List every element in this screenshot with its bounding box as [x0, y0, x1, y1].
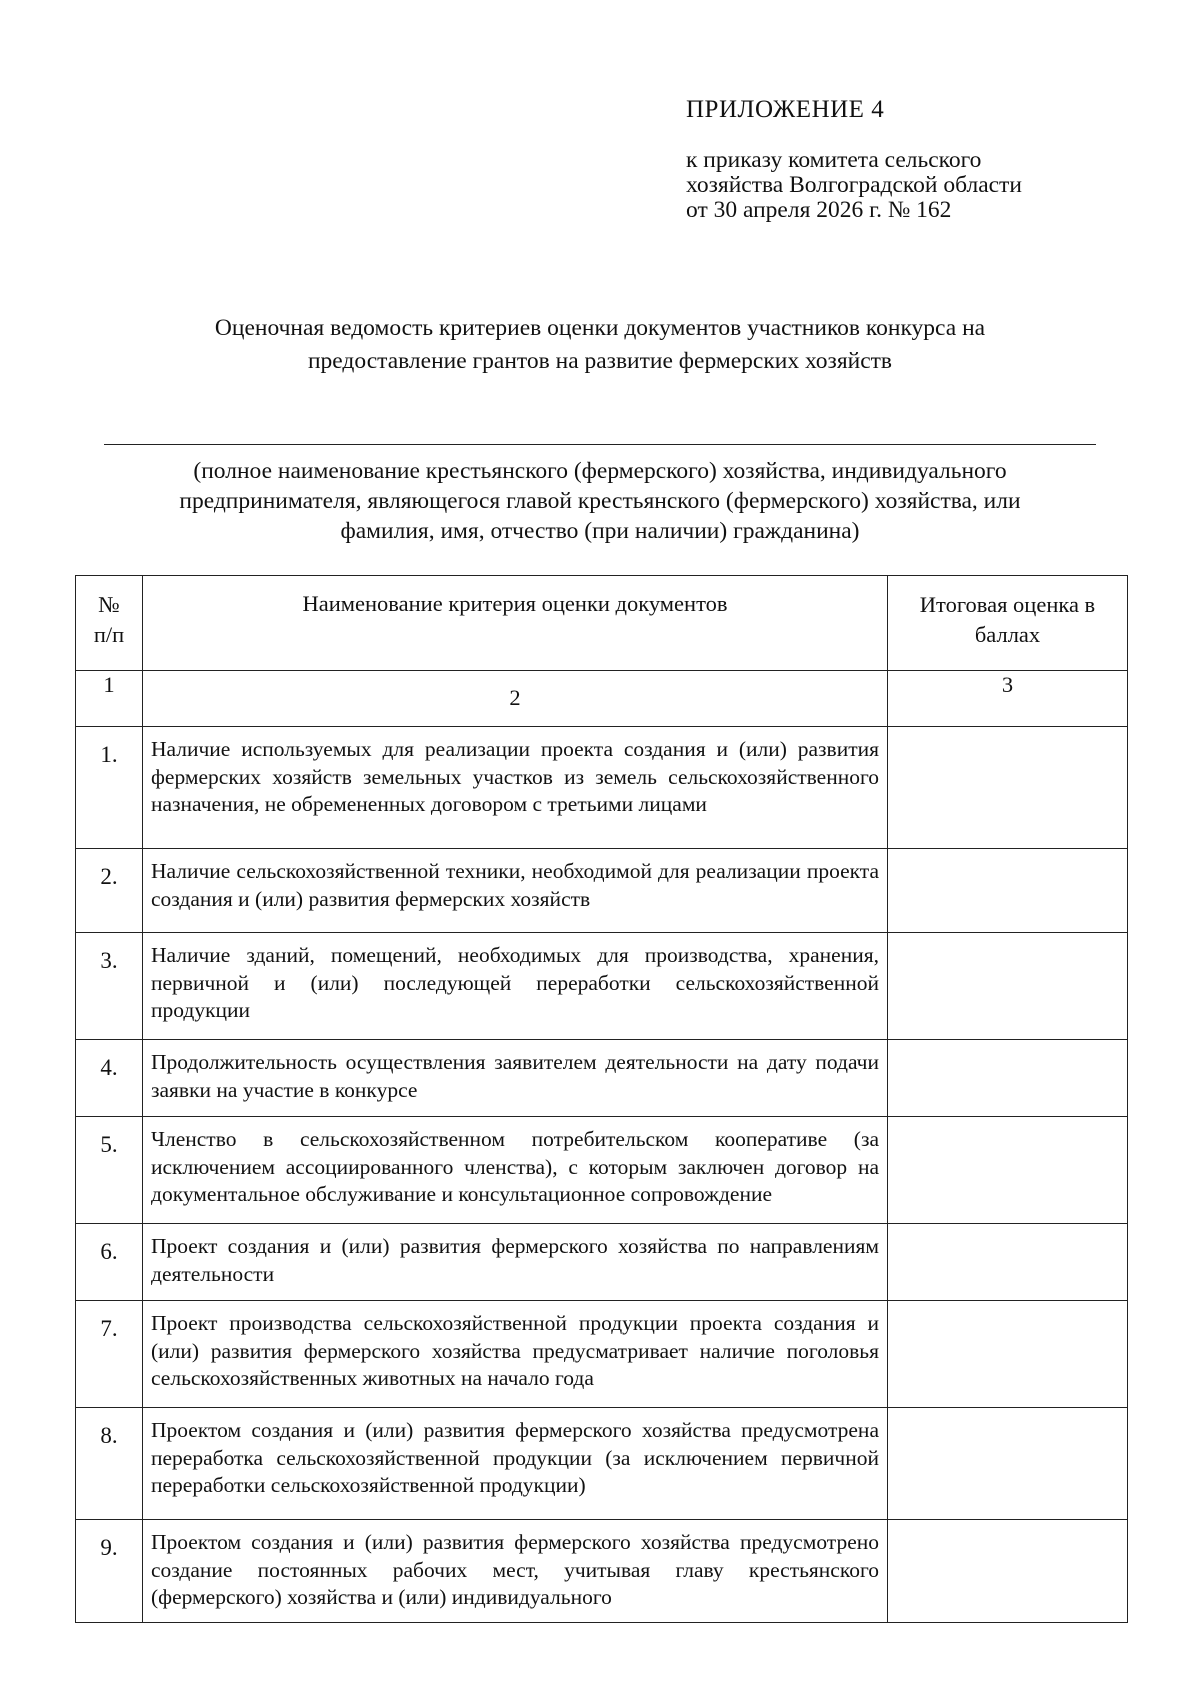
row-criterion: Проект производства сельскохозяйственной продукции проекта создания и (или) развития фермерского хозяйства предусматривает наличие поголовья сельскохозяйственных животных на начало года: [143, 1301, 888, 1408]
applicant-name-hint-line-3: фамилия, имя, отчество (при наличии) гражданина): [340, 518, 860, 544]
row-score-cell[interactable]: [888, 1408, 1128, 1520]
row-criterion: Наличие сельскохозяйственной техники, необходимой для реализации проекта создания и (или) развития фермерских хозяйств: [143, 849, 888, 933]
row-criterion: Проектом создания и (или) развития фермерского хозяйства предусмотрено создание постоянных рабочих мест, учитывая главу крестьянского (фермерского) хозяйства и (или) индивидуального: [143, 1520, 888, 1623]
document-title-line-2: предоставление грантов на развитие фермерских хозяйств: [307, 348, 893, 374]
table-header-row: [76, 576, 1128, 671]
row-number: 1.: [76, 727, 143, 849]
table-row: [76, 1520, 1128, 1623]
applicant-name-hint-line-2: предпринимателя, являющегося главой крестьянского (фермерского) хозяйства, или: [179, 488, 1021, 514]
row-number: 4.: [76, 1040, 143, 1117]
header-number: [76, 576, 143, 671]
row-criterion: Наличие зданий, помещений, необходимых для производства, хранения, первичной и (или) последующей переработки сельскохозяйственной продукции: [143, 933, 888, 1040]
row-score-cell[interactable]: [888, 1040, 1128, 1117]
row-number: 8.: [76, 1408, 143, 1520]
row-score-cell[interactable]: [888, 849, 1128, 933]
row-criterion: Членство в сельскохозяйственном потребительском кооперативе (за исключением ассоциированного членства), с которым заключен договор на документальное обслуживание и консультационное сопровождение: [143, 1117, 888, 1224]
header-score-line-2: баллах: [974, 622, 1041, 647]
appendix-line-2: хозяйства Волгоградской области: [686, 172, 1022, 198]
header-number-line-2: п/п: [93, 622, 125, 647]
table-row: [76, 1040, 1128, 1117]
row-score-cell[interactable]: [888, 1117, 1128, 1224]
appendix-block: [686, 96, 1022, 223]
row-number: 2.: [76, 849, 143, 933]
document-title: [100, 312, 1100, 378]
column-index-3: 3: [888, 671, 1128, 727]
appendix-line-3: от 30 апреля 2026 г. № 162: [686, 197, 952, 223]
document-title-line-1: Оценочная ведомость критериев оценки документов участников конкурса на: [214, 315, 986, 341]
row-score-cell[interactable]: [888, 727, 1128, 849]
table-row: [76, 727, 1128, 849]
applicant-name-hint-line-1: (полное наименование крестьянского (фермерского) хозяйства, индивидуального: [193, 458, 1007, 484]
row-number: 3.: [76, 933, 143, 1040]
applicant-name-hint: [100, 456, 1100, 546]
row-score-cell[interactable]: [888, 1301, 1128, 1408]
criteria-table: [75, 575, 1128, 1623]
table-row: [76, 1117, 1128, 1224]
table-body: [76, 727, 1128, 1623]
table-row: [76, 849, 1128, 933]
table-row: [76, 1408, 1128, 1520]
column-index-1: 1: [76, 671, 143, 727]
applicant-name-field-line: [104, 444, 1096, 445]
row-score-cell[interactable]: [888, 1520, 1128, 1623]
row-number: 5.: [76, 1117, 143, 1224]
table-row: [76, 933, 1128, 1040]
header-score-line-1: Итоговая оценка в: [919, 592, 1096, 617]
row-score-cell[interactable]: [888, 933, 1128, 1040]
column-index-row: [76, 671, 1128, 727]
table-row: [76, 1224, 1128, 1301]
header-criterion-name: Наименование критерия оценки документов: [143, 576, 888, 671]
row-criterion: Проект создания и (или) развития фермерского хозяйства по направлениям деятельности: [143, 1224, 888, 1301]
appendix-line-1: к приказу комитета сельского: [686, 147, 982, 173]
row-criterion: Проектом создания и (или) развития фермерского хозяйства предусмотрена переработка сельскохозяйственной продукции (за исключением первичной переработки сельскохозяйственной продукции): [143, 1408, 888, 1520]
row-number: 9.: [76, 1520, 143, 1623]
row-criterion: Продолжительность осуществления заявителем деятельности на дату подачи заявки на участие в конкурсе: [143, 1040, 888, 1117]
row-criterion: Наличие используемых для реализации проекта создания и (или) развития фермерских хозяйств земельных участков из земель сельскохозяйственного назначения, не обремененных договором с третьими лицами: [143, 727, 888, 849]
row-number: 6.: [76, 1224, 143, 1301]
table-row: [76, 1301, 1128, 1408]
header-total-score: [888, 576, 1128, 671]
column-index-2: 2: [143, 671, 888, 727]
row-number: 7.: [76, 1301, 143, 1408]
row-score-cell[interactable]: [888, 1224, 1128, 1301]
appendix-title: ПРИЛОЖЕНИЕ 4: [686, 96, 885, 123]
header-number-line-1: №: [98, 592, 120, 617]
